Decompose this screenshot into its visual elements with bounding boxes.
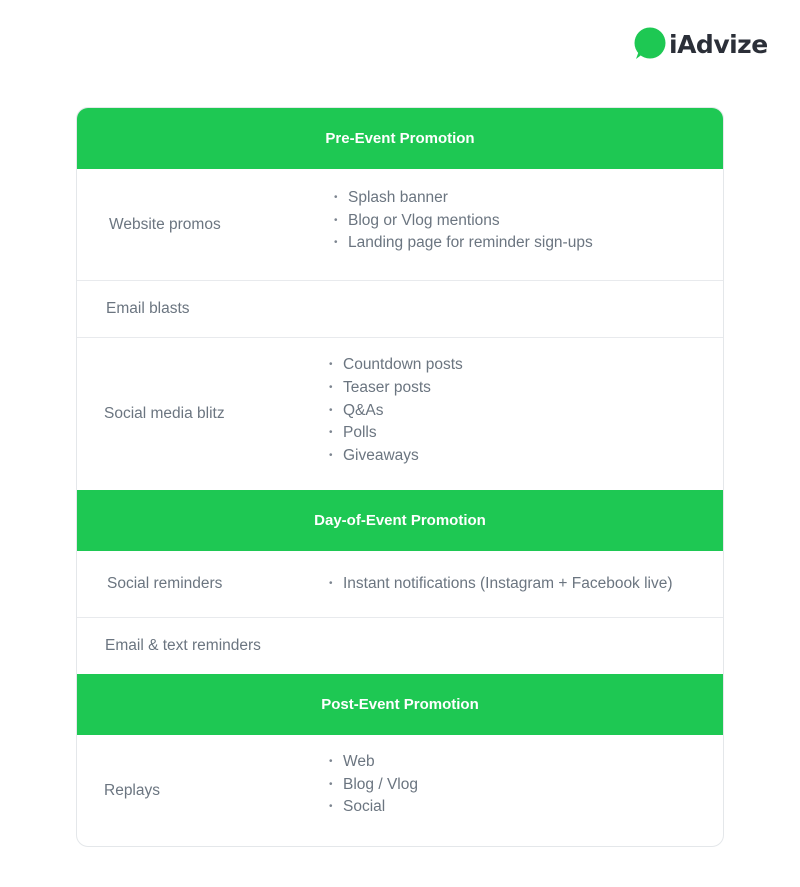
list-item: • Polls xyxy=(329,422,463,445)
row-items xyxy=(329,551,673,617)
table-row-email-text-reminders xyxy=(77,618,723,674)
list-item: • Q&As xyxy=(329,400,463,423)
section-header-pre-event xyxy=(77,108,723,169)
row-label: Email blasts xyxy=(106,299,190,317)
brand-logo xyxy=(632,24,768,64)
list-item: • Countdown posts xyxy=(329,354,463,377)
table-row-social-reminders xyxy=(77,551,723,618)
brand-name: iAdvize xyxy=(669,29,768,59)
row-label: Email & text reminders xyxy=(105,637,261,654)
list-item: • Blog or Vlog mentions xyxy=(334,210,593,233)
list-item: • Blog / Vlog xyxy=(329,774,418,797)
table-row-replays xyxy=(77,735,723,846)
section-header-day-of-event xyxy=(77,490,723,551)
promotion-table xyxy=(76,107,724,847)
list-item: • Giveaways xyxy=(329,445,463,468)
row-items xyxy=(329,724,418,846)
row-label: Website promos xyxy=(109,215,221,233)
list-item: • Teaser posts xyxy=(329,377,463,400)
table-row-social-media-blitz xyxy=(77,338,723,490)
list-item: • Social xyxy=(329,796,418,819)
table-row-website-promos xyxy=(77,169,723,281)
list-item: • Landing page for reminder sign-ups xyxy=(334,232,593,255)
row-items xyxy=(329,332,463,490)
row-label: Replays xyxy=(104,781,160,799)
section-title: Pre-Event Promotion xyxy=(325,130,475,147)
list-item: • Web xyxy=(329,751,418,774)
chat-bubble-icon xyxy=(632,26,668,62)
list-item: • Splash banner xyxy=(334,187,593,210)
section-title: Post-Event Promotion xyxy=(321,696,479,713)
row-label: Social reminders xyxy=(107,575,223,592)
row-label: Social media blitz xyxy=(104,405,225,422)
row-items xyxy=(334,162,593,280)
section-title: Day-of-Event Promotion xyxy=(314,512,486,529)
list-item: • Instant notifications (Instagram + Facebook live) xyxy=(329,573,673,596)
table-row-email-blasts xyxy=(77,280,723,338)
